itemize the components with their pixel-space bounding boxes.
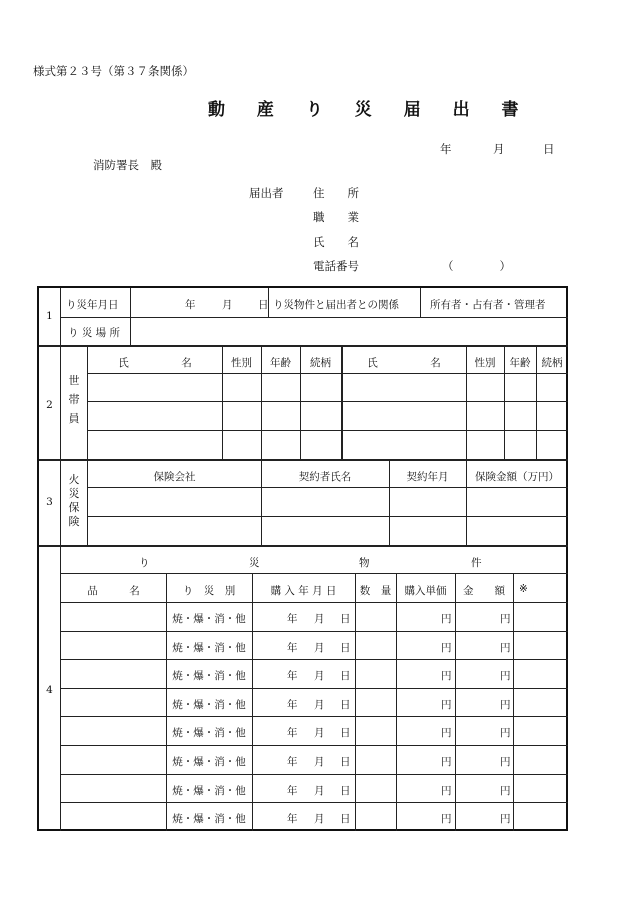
damage-type-value: 焼・爆・消・他 [172,641,246,654]
purchase-month: 月 [314,613,325,625]
purchase-day: 日 [340,698,351,711]
incident-date-day: 日 [258,299,269,311]
damage-type-value: 焼・爆・消・他 [172,756,246,768]
damage-type-value: 焼・爆・消・他 [172,698,246,711]
row-line [88,373,568,374]
purchase-day: 日 [340,756,351,768]
row-line [61,716,568,717]
section-1-number: 1 [46,310,53,322]
purchase-day: 日 [340,613,351,625]
damage-type-value: 焼・爆・消・他 [172,784,246,797]
purchase-year: 年 [287,727,298,740]
damage-type-value: 焼・爆・消・他 [172,813,246,826]
addressee: 消防署長 殿 [93,158,162,172]
amount-header: 金 額 [463,585,505,597]
relation-label: り災物件と届出者との関係 [273,299,399,311]
section-divider [39,345,568,347]
purchase-month: 月 [314,813,325,826]
amount-yen: 円 [500,670,511,683]
row-line [88,430,568,431]
row-line [61,659,568,660]
amount-yen: 円 [500,727,511,740]
unit-price-yen: 円 [441,756,452,768]
amount-yen: 円 [500,613,511,625]
purchase-month: 月 [314,698,325,711]
purchase-year: 年 [287,698,298,711]
unit-price-yen: 円 [441,670,452,683]
applicant-occupation-label: 職 業 [313,210,359,224]
damage-type-header: り 災 別 [182,585,236,597]
col-line [130,288,131,345]
incident-date-year: 年 [185,299,196,311]
section-divider [39,545,568,547]
damage-type-value: 焼・爆・消・他 [172,670,246,683]
date-day: 日 [543,142,555,156]
purchase-year: 年 [287,670,298,683]
row-line [61,631,568,632]
applicant-name-label: 氏 名 [313,235,359,249]
col-line [455,573,456,831]
unit-price-yen: 円 [441,813,452,826]
applicant-address-label: 住 所 [313,186,359,200]
household-age-header: 年齢 [270,357,291,369]
household-sex-header: 性別 [231,357,252,369]
property-title: り [139,557,150,569]
incident-date-month: 月 [222,299,233,311]
note-header: ※ [519,583,528,595]
relation-value: 所有者・占有者・管理者 [430,299,546,311]
unit-price-yen: 円 [441,641,452,654]
col-line [420,288,421,317]
row-line [61,602,568,603]
form-id: 様式第２３号（第３７条関係） [33,64,194,78]
section-3-number: 3 [46,496,53,508]
col-line [513,573,514,831]
applicant-phone-label: 電話番号 [313,259,359,273]
property-title: 災 [249,557,260,569]
unit-price-header: 購入単価 [404,585,447,597]
purchase-year: 年 [287,756,298,768]
policyholder-header: 契約者氏名 [298,471,352,483]
property-title: 物 [359,557,370,569]
row-line [61,688,568,689]
applicant-phone-paren: （ ） [442,259,511,273]
unit-price-yen: 円 [441,613,452,625]
purchase-day: 日 [340,784,351,797]
quantity-header: 数 量 [359,585,392,597]
col-line [252,573,253,831]
date-year: 年 [440,142,452,156]
purchase-day: 日 [340,727,351,740]
row-line [88,516,568,517]
amount-yen: 円 [500,698,511,711]
insurance-company-header: 保険会社 [153,471,196,483]
page-title: 動 産 り 災 届 出 書 [208,100,532,120]
row-line [88,401,568,402]
property-title: 件 [471,557,482,569]
incident-place-label: り 災 場 所 [68,327,121,339]
incident-date-label: り災年月日 [66,299,119,311]
purchase-month: 月 [314,727,325,740]
household-label: 世 帯 員 [68,374,80,425]
household-relation-header: 続柄 [310,357,331,369]
applicant-label: 届出者 [249,186,284,200]
number-column-divider [60,288,61,831]
col-line [355,573,356,831]
purchase-month: 月 [314,784,325,797]
section-2-number: 2 [46,399,53,411]
amount-yen: 円 [500,641,511,654]
date-month: 月 [493,142,505,156]
col-line [396,573,397,831]
row-line [61,745,568,746]
purchase-month: 月 [314,641,325,654]
household-sex-header: 性別 [474,357,496,369]
row-line [61,573,568,574]
damage-type-value: 焼・爆・消・他 [172,727,246,740]
purchase-day: 日 [340,813,351,826]
row-line [88,487,568,488]
row-line [61,802,568,803]
purchase-year: 年 [287,641,298,654]
amount-yen: 円 [500,813,511,826]
purchase-date-header: 購 入 年 月 日 [270,585,337,597]
fire-insurance-label: 火 災 保 険 [68,473,80,528]
insured-amount-header: 保険金額（万円） [475,471,559,483]
contract-date-header: 契約年月 [406,471,449,483]
purchase-year: 年 [287,813,298,826]
damage-type-value: 焼・爆・消・他 [172,613,246,625]
item-name-header: 品 名 [87,585,140,597]
unit-price-yen: 円 [441,698,452,711]
damage-report-table [37,286,568,831]
purchase-year: 年 [287,613,298,625]
section-divider [39,459,568,461]
purchase-month: 月 [314,670,325,683]
purchase-day: 日 [340,670,351,683]
unit-price-yen: 円 [441,784,452,797]
row-line [61,317,568,318]
household-name-header: 氏 名 [118,357,192,369]
amount-yen: 円 [500,784,511,797]
purchase-year: 年 [287,784,298,797]
unit-price-yen: 円 [441,727,452,740]
purchase-month: 月 [314,756,325,768]
household-relation-header: 続柄 [541,357,563,369]
purchase-day: 日 [340,641,351,654]
section-4-number: 4 [46,684,53,696]
household-name-header: 氏 名 [367,357,441,369]
amount-yen: 円 [500,756,511,768]
household-age-header: 年齢 [509,357,531,369]
row-line [61,774,568,775]
